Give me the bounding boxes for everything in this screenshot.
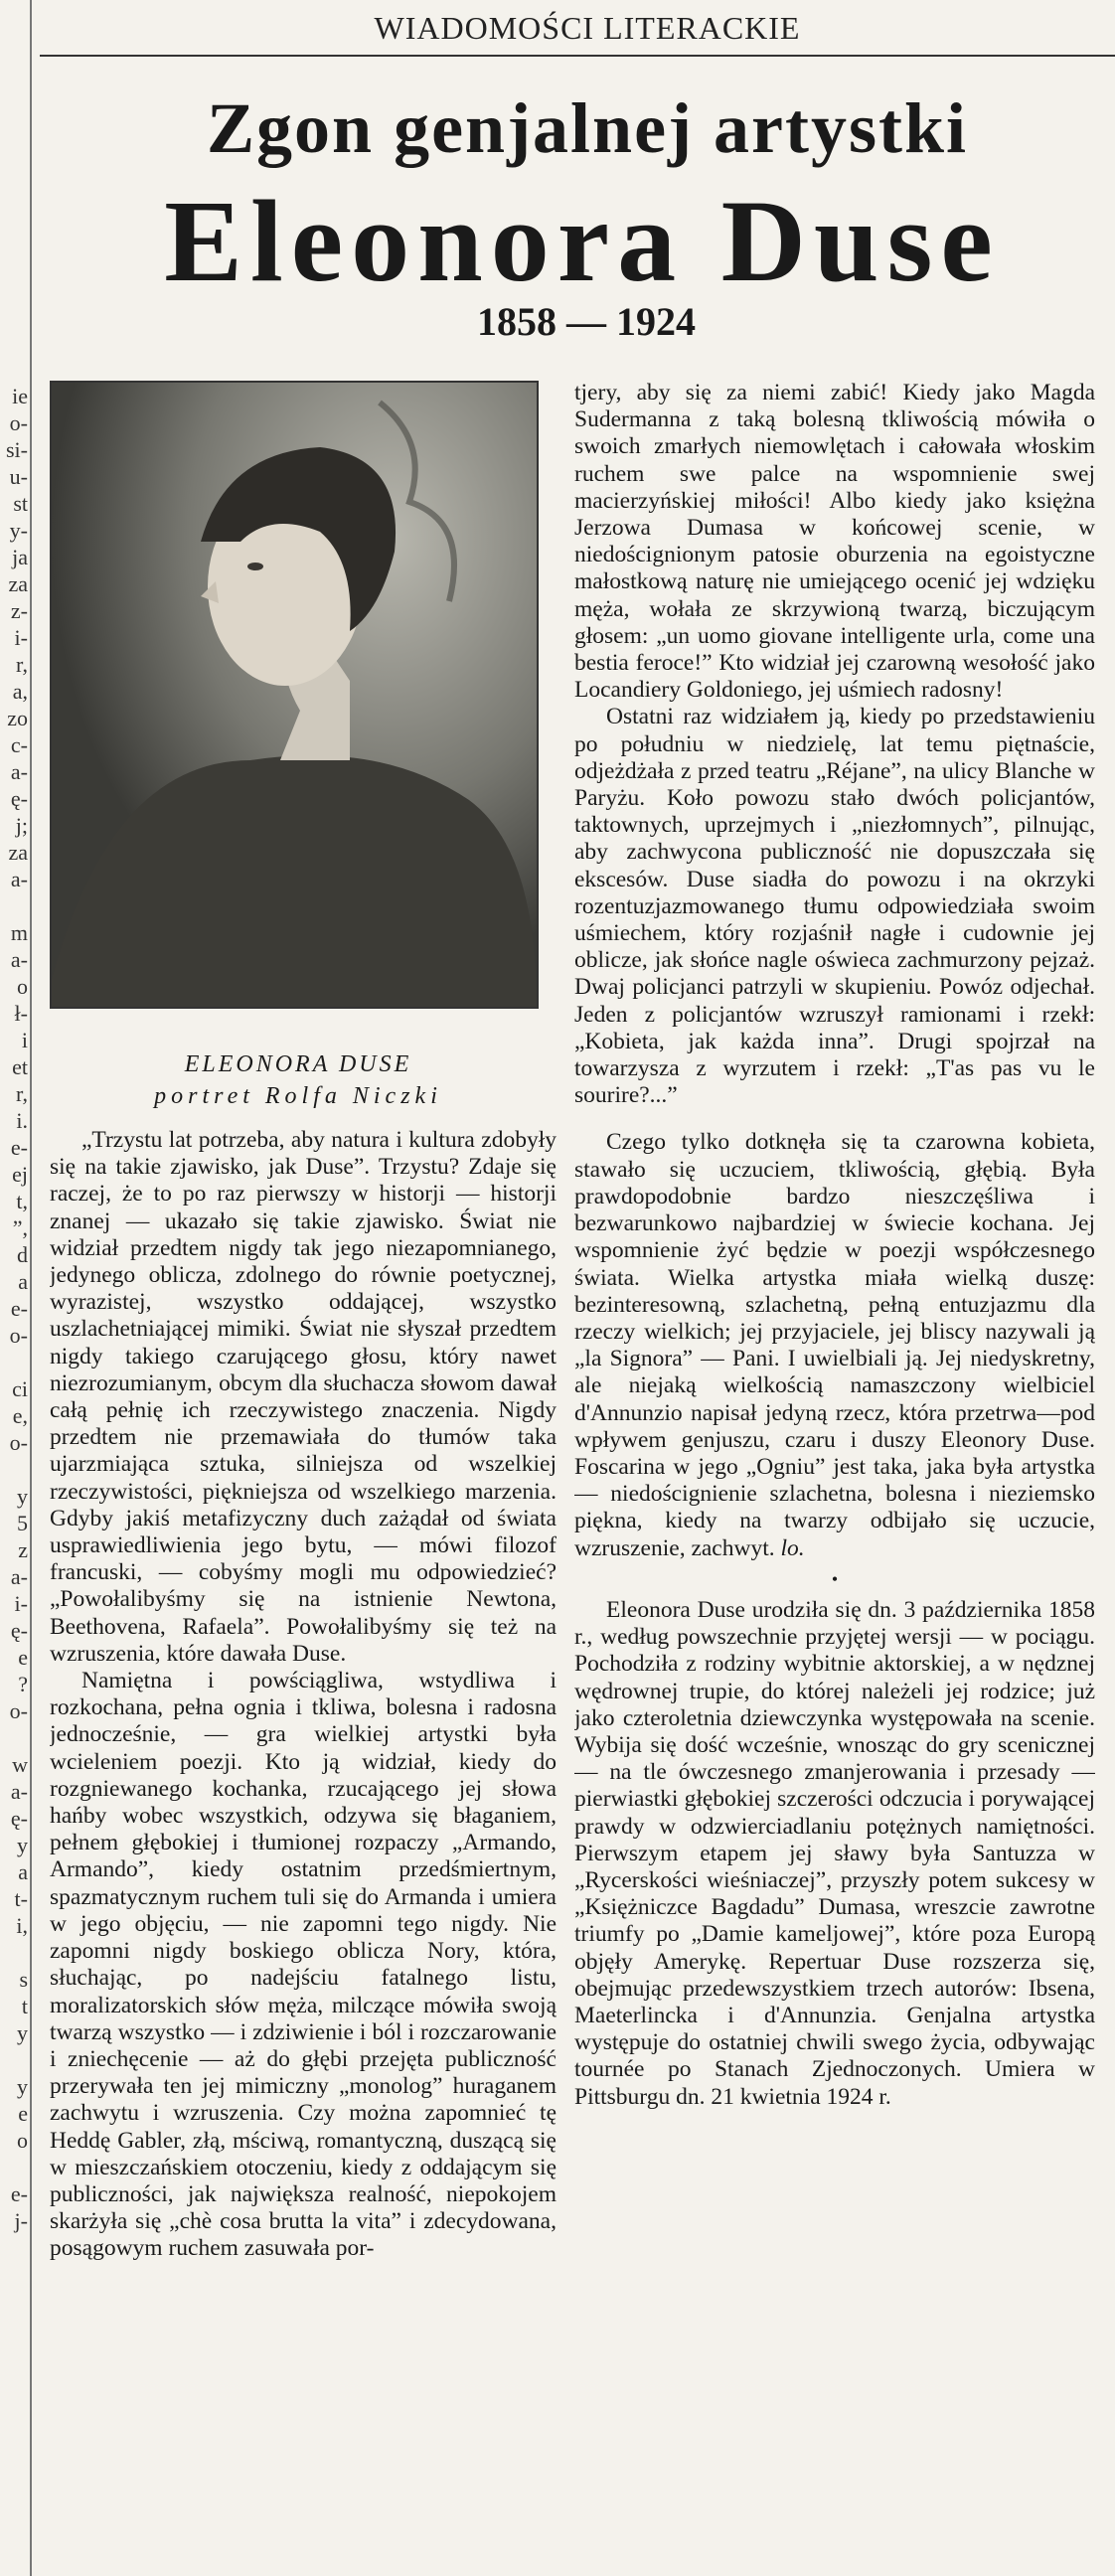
edge-fragment: e- (10, 1296, 28, 1321)
edge-fragment (0, 892, 28, 919)
edge-fragment: a- (10, 867, 28, 891)
edge-fragment: i (21, 1028, 28, 1052)
header-rule (40, 55, 1115, 57)
edge-fragment: w (12, 1752, 28, 1777)
edge-fragment: ie (12, 384, 28, 408)
edge-fragment: u- (9, 464, 28, 489)
edge-fragment: d (17, 1242, 28, 1267)
edge-fragment: t (21, 1994, 28, 2018)
article-column-left (50, 1127, 557, 2568)
edge-fragment: i, (16, 1913, 28, 1938)
edge-fragment (0, 1724, 28, 1751)
edge-fragment: a- (10, 759, 28, 784)
article-column-right (574, 380, 1095, 2566)
edge-fragment: m (10, 920, 28, 945)
edge-fragment: a- (10, 947, 28, 972)
edge-fragment: s (19, 1967, 28, 1992)
left-column-border (30, 0, 32, 2576)
edge-fragment (0, 1349, 28, 1375)
edge-fragment: a (18, 1859, 28, 1884)
paragraph (574, 1129, 1095, 1561)
portrait-photo (50, 381, 539, 1009)
edge-fragment: ę- (10, 1618, 28, 1643)
edge-fragment: za (8, 840, 28, 865)
edge-fragment: y (17, 1833, 28, 1857)
edge-fragment: z (18, 1537, 28, 1562)
edge-fragment (0, 2234, 28, 2261)
edge-fragment: ł- (14, 1001, 28, 1026)
edge-fragment: si- (6, 437, 28, 462)
edge-fragment: o- (9, 1698, 28, 1723)
paragraph: tjery, aby się za niemi zabić! Kiedy jako Magda Sudermanna z taką bolesną tkliwością mówiła o swoich zmarłych niemowlętach i całowała włoskim ruchem swe palce na wspomnienie swej macierzyńskiej miłości! Albo kiedy jako księżna Jerzowa Dumasa w końcowej scenie, w niedoścignionym patosie oburzenia na egoistyczne małostkową naturę nie umiejącego ocenić jej wdzięku męża, wołała ze skrzywioną twarzą, biczującym głosem: „un uomo giovane intelligente urla, come una bestia feroce!” Kto widział jej czarowną wesołość jako Locandiery Goldoniego, jej uśmiech radosny! (574, 380, 1095, 704)
section-divider: • (831, 1568, 839, 1589)
edge-fragment: j- (14, 2208, 28, 2233)
edge-fragment: o- (9, 410, 28, 435)
edge-fragment: ę- (10, 1806, 28, 1831)
article-title-line1: Zgon genjalnej artystki (207, 88, 968, 168)
edge-fragment: y- (9, 518, 28, 543)
edge-fragment: e (18, 1645, 28, 1670)
edge-fragment: a, (12, 679, 28, 704)
article-title-line2: Eleonora Duse (164, 176, 1001, 306)
edge-fragment: 5 (17, 1511, 28, 1535)
edge-fragment: y (17, 2020, 28, 2045)
edge-fragment: ci (12, 1376, 28, 1401)
cropped-neighbor-column (0, 383, 28, 2549)
edge-fragment (0, 2154, 28, 2180)
edge-fragment: c- (10, 732, 28, 757)
edge-fragment: zo (7, 706, 28, 730)
edge-fragment: e- (10, 1135, 28, 1160)
edge-fragment: ę- (10, 786, 28, 811)
edge-fragment: et (12, 1054, 28, 1079)
paragraph: „Trzystu lat potrzeba, aby natura i kultura zdobyły się na takie zjawisko, jak Duse”. Trzystu? Zdaje się raczej, że to po raz pierwszy w historji — historji znanej — ukazało się takie zjawisko. Świat nie widział przedtem nigdy tak jego niezapomnianego, jedynego oblicza, zdolnego do równie poetycznej, wyrazistej, wszystko oddającej, wszystko uszlachetniającej mimiki. Świat nie słyszał przedtem nigdy takiego czarującego głosu, który nawet niezrozumianym, obcym dla słuchacza słowom dawał całą pełnię ich rzeczywistego znaczenia. Nigdy przedtem nie przemawiała do tłumów taka ujarzmiająca sztuka, silniejsza od wszelkiej rzeczywistości, piękniejsza od wszelkiego marzenia. Gdyby jakiś metafizyczny duch zażądał od świata usprawiedliwienia jego bytu, — mówi filozof francuski, — cobyśmy mogli mu odpowiedzieć? „Powołalibyśmy się na istnienie Newtona, Beethovena, Rafaela”. Powołalibyśmy się też na wzruszenia, które dawała Duse. (50, 1127, 557, 1667)
edge-fragment: e (18, 2101, 28, 2126)
edge-fragment: t, (16, 1189, 28, 1213)
edge-fragment: ja (12, 545, 28, 569)
edge-fragment: r, (16, 1081, 28, 1106)
portrait-caption-credit: portret Rolfa Niczki (154, 1083, 442, 1109)
edge-fragment: o (17, 974, 28, 999)
edge-fragment: i- (14, 625, 28, 650)
edge-fragment: ”, (12, 1215, 28, 1240)
edge-fragment: a- (10, 1779, 28, 1804)
edge-fragment: y (17, 1484, 28, 1509)
edge-fragment: o- (9, 1430, 28, 1455)
edge-fragment: e- (10, 2181, 28, 2206)
edge-fragment: z- (10, 598, 28, 623)
paragraph: Eleonora Duse urodziła się dn. 3 października 1858 r., według powszechnie przyjętej wersji — w pociągu. Pochodziła z rodziny wybitnie aktorskiej, a w nędznej wędrownej trupie, do której należeli jej rodzice; już jako czteroletnia dziewczynka występowała na scenie. Wybija się dość wcześnie, wnosząc do gry scenicznej — na tle ówczesnego zmanjerowania i przesady — pierwiastki głębokiej szczerości odczucia i porywającej prawdy w odzwierciadlaniu potężnych namiętności. Pierwszym etapem jej sławy była Santuzza w „Rycerskości wieśniaczej”, przyszły potem sukcesy w „Księżniczce Bagdadu” Dumasa, wreszcie zawrotne triumfy po „Damie kameljowej”, które poza Europą objęły Amerykę. Repertuar Duse rozszerza się, obejmując przedewszystkiem trzech autorów: Ibsena, Maeterlincka i d'Annunzia. Genjalna artystka występuje do ostatniej chwili swego życia, odbywając tournée po Stanach Zjednoczonych. Umiera w Pittsburgu dn. 21 kwietnia 1924 r. (574, 1596, 1095, 2110)
edge-fragment: ? (18, 1672, 28, 1696)
portrait-caption-name: ELEONORA DUSE (184, 1051, 412, 1077)
newspaper-header: WIADOMOŚCI LITERACKIE (374, 10, 801, 46)
edge-fragment (0, 1939, 28, 1966)
edge-fragment: o- (9, 1323, 28, 1348)
edge-fragment: i. (16, 1108, 28, 1133)
edge-fragment (0, 2046, 28, 2073)
edge-fragment: o (17, 2128, 28, 2153)
edge-fragment: a (18, 1269, 28, 1294)
edge-fragment: t- (14, 1886, 28, 1911)
paragraph: Namiętna i powściągliwa, wstydliwa i rozkochana, pełna ognia i tkliwa, bolesna i radosna jednocześnie, — gra wielkiej artystki była wcieleniem poezji. Kto ją widział, kiedy do rozgniewanego kochanka, rzucającego jej słowa hańby wobec wszystkich, odzywa się błaganiem, pełnem głębokiej i tłumionej rozpaczy „Armando, Armando”, kiedy ostatnim przedśmiertnym, spazmatycznym ruchem tuli się do Armanda i umiera w jego objęciu, — nie zapomni tego nigdy. Nie zapomni nigdy boskiego oblicza Nory, która, słuchając, po nadejściu fatalnego listu, moralizatorskich słów męża, milczące mówiła swoją twarzą wszystko — i zdziwienie i ból i rozczarowanie i zniechęcenie — aż do głębi przejęta publiczność przerywała ten jej mimiczny „monolog” huraganem zachwytu i wzruszenia. Czy można zapomnieć tę Heddę Gabler, złą, mściwą, romantyczną, duszącą się w mieszczańskiem otoczeniu, kiedy z oddającym się publiczności, jak największa realność, niepokojem skarżyła się „chè cosa brutta la vita” i zdecydowana, posągowym ruchem zasuwała por- (50, 1668, 557, 2262)
article-dates: 1858 — 1924 (477, 299, 696, 344)
edge-fragment (0, 1456, 28, 1483)
edge-fragment: e, (12, 1403, 28, 1428)
edge-fragment: y (17, 2074, 28, 2099)
author-signature: lo. (780, 1534, 805, 1561)
edge-fragment: st (13, 491, 28, 516)
edge-fragment: r, (16, 652, 28, 677)
edge-fragment: ej (12, 1162, 28, 1187)
edge-fragment: za (8, 571, 28, 596)
edge-fragment: j; (15, 813, 28, 838)
edge-fragment: i- (14, 1591, 28, 1616)
portrait-illustration (52, 383, 537, 1007)
paragraph: Ostatni raz widziałem ją, kiedy po przedstawieniu po południu w niedzielę, lat temu piętnaście, odjeżdżała z przed teatru „Réjane”, na ulicy Blanche w Paryżu. Koło powozu stało dwóch policjantów, taktownych, uprzejmych i „niezłomnych”, pilnując, aby zachwycona publiczność nie dopuszczała się ekscesów. Duse siadła do powozu i na okrzyki rozentuzjazmowanego tłumu odpowiedziała swoim uśmiechem, który rozjaśnił nagłe i cudownie jej oblicze, jak słońce nagle oświeca zachmurzony pejzaż. Dwaj policjanci patrzyli w skupieniu. Powóz odjechał. Jeden z policjantów wzruszył ramionami i rzekł: „Kobieta, jak każda inna”. Drugi spojrzał na towarzysza z wyrzutem i rzekł: „T'as pas vu le sourire?...” (574, 704, 1095, 1109)
paragraph-text: Czego tylko dotknęła się ta czarowna kobieta, stawało się uczuciem, tkliwością, głębią. Była prawdopodobnie bardzo nieszczęśliwa i bezwarunkowo najbardziej w świecie kochana. Jej wspomnienie żyć będzie w poezji współczesnego świata. Wielka artystka miała wielką duszę: bezinteresowną, szlachetną, pełną entuzjazmu dla rzeczy wielkich; jej przyjaciele, jej bliscy nazywali ją „la Signora” — Pani. I uwielbiali ją. Jej niedyskretny, ale niejaką wielkością namaszczony wielbiciel d'Annunzio napisał jedyną rzecz, która przetrwa—pod wpływem genjuszu, czaru i duszy Eleonory Duse. Foscarina w jego „Ogniu” jest taka, jaka była artystka — niedoścignienie szlachetna, bolesna i nieziemsko piękna, kiedy na twarzy odbijało się uczucie, wzruszenie, zachwyt. (574, 1129, 1095, 1561)
edge-fragment: a- (10, 1564, 28, 1589)
